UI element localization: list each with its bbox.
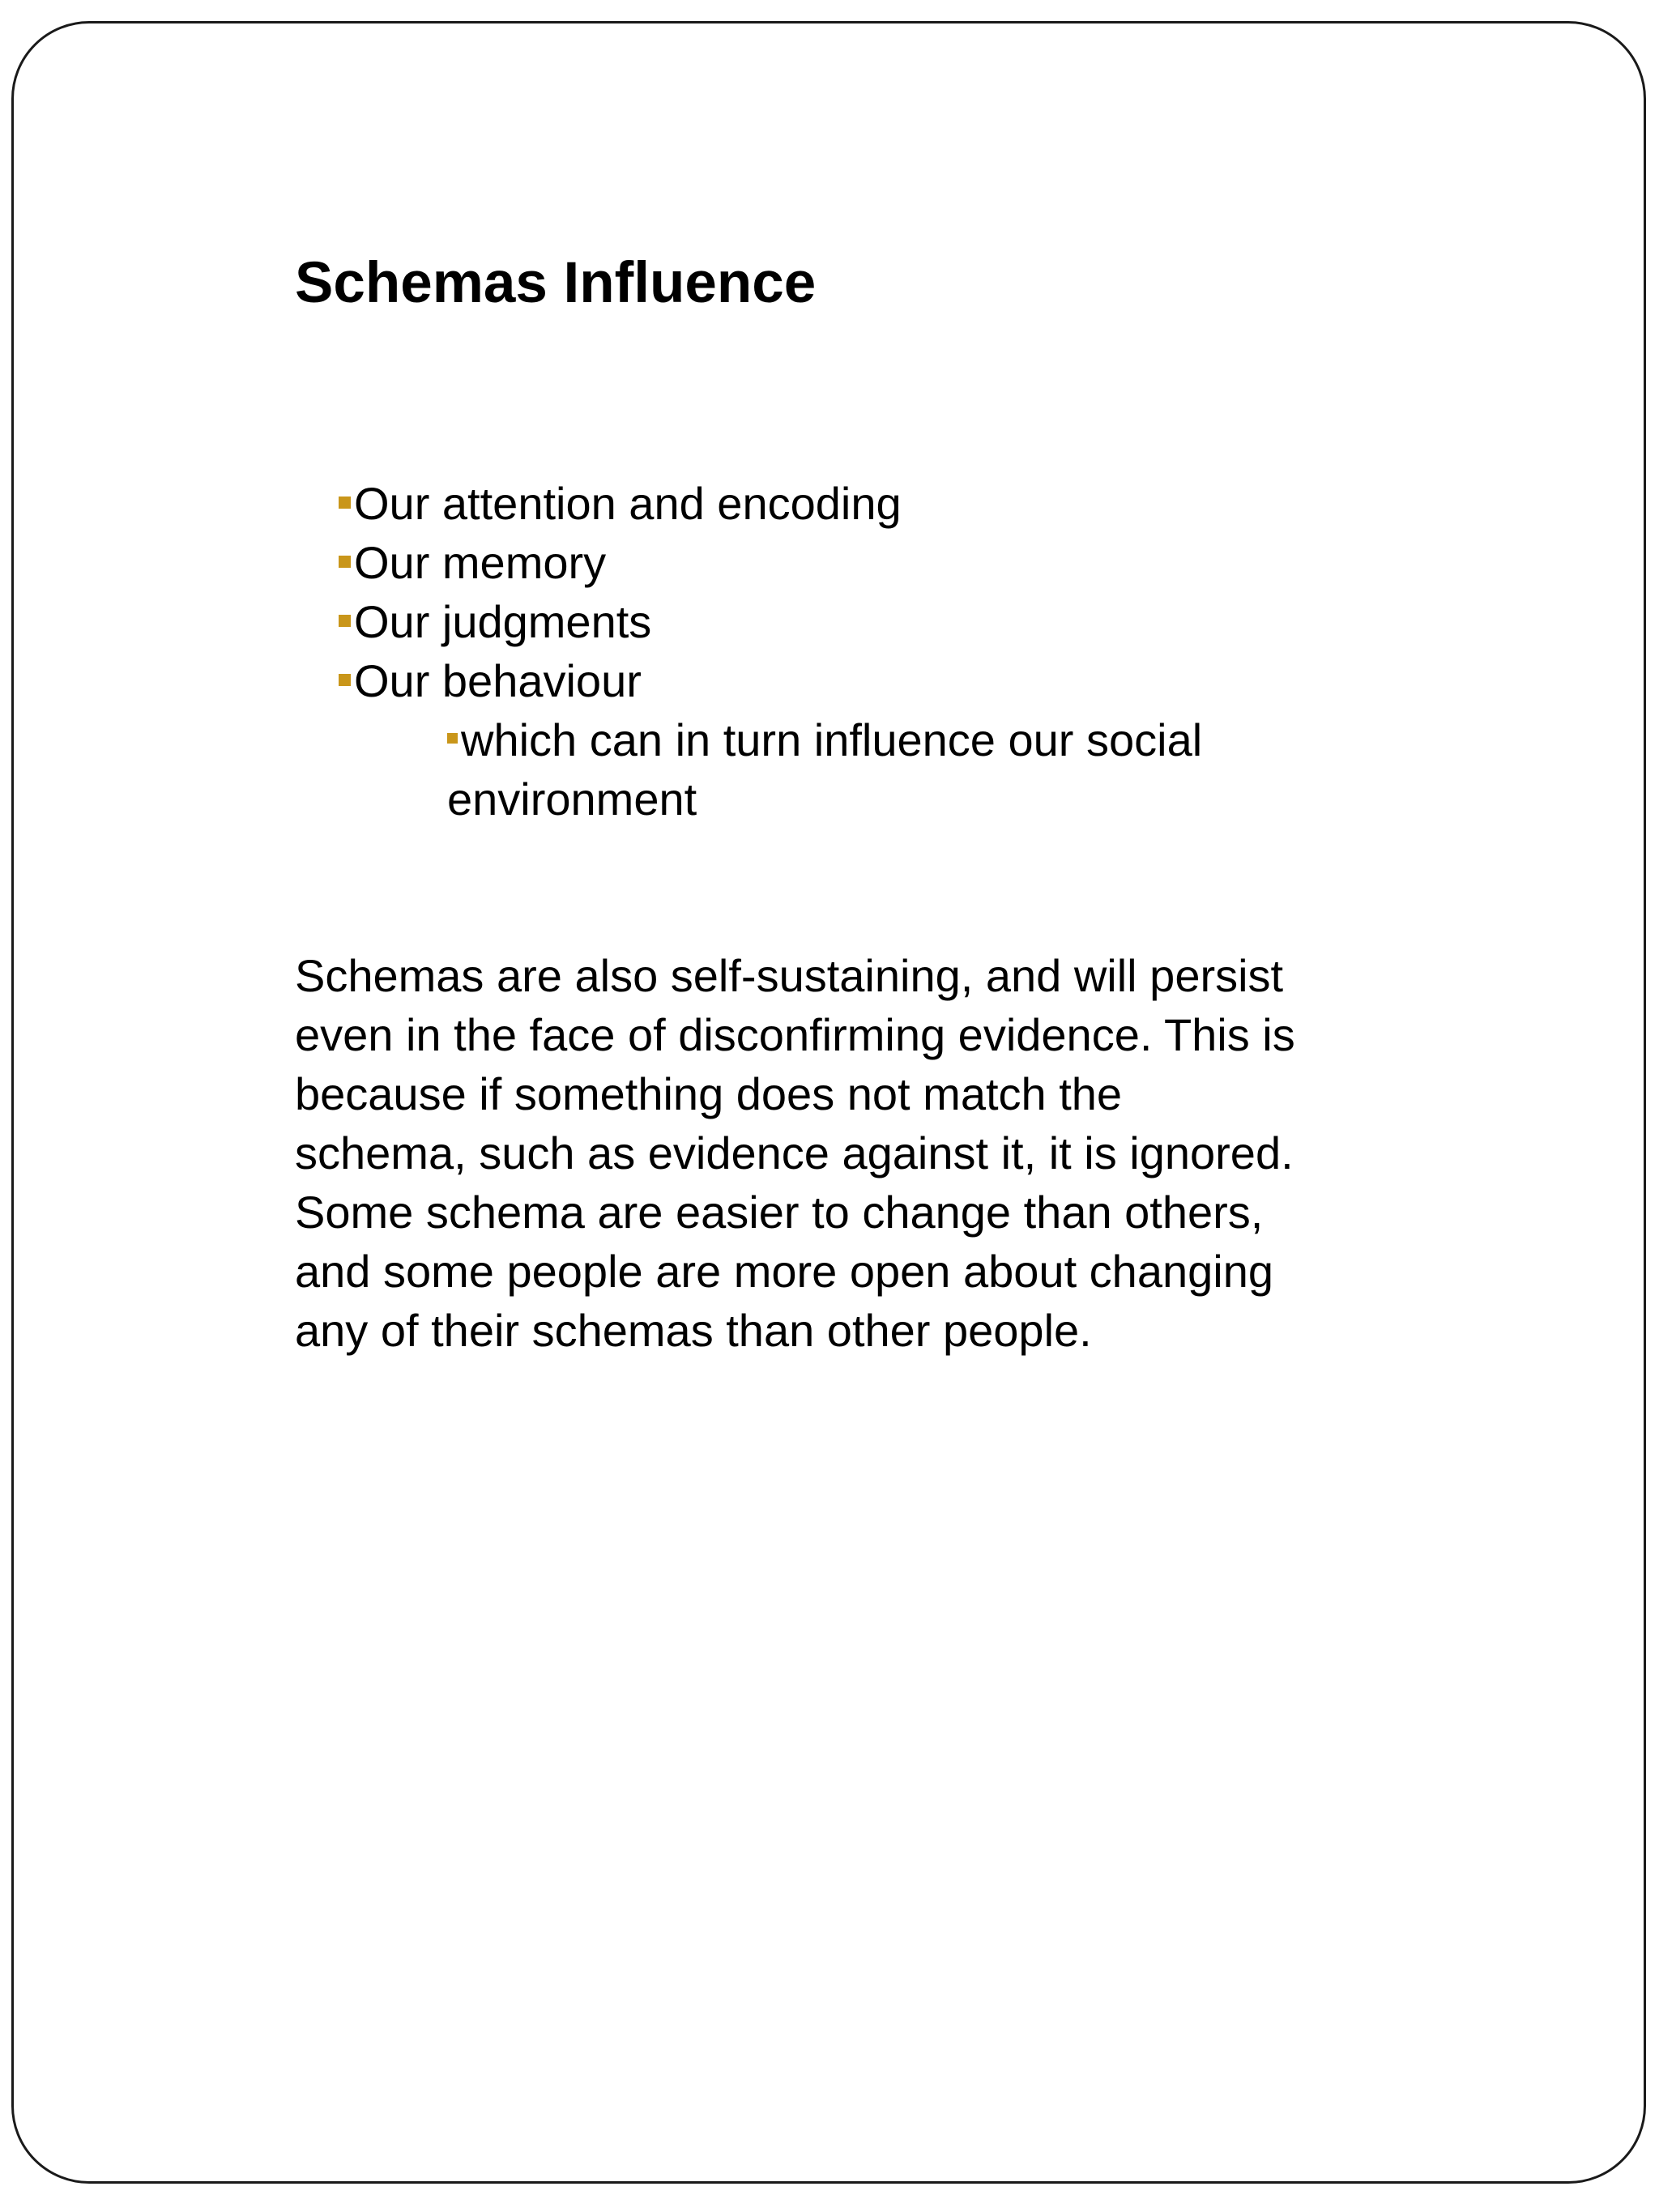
paragraph-line: schema, such as evidence against it, it is ignored. xyxy=(295,1127,1294,1178)
bullet-item-memory xyxy=(339,533,1408,592)
bullet-item-attention xyxy=(339,474,1408,533)
bullet-text: Our memory xyxy=(354,537,607,588)
body-paragraph xyxy=(295,946,1510,1360)
sub-bullet-text: which can in turn influence our social xyxy=(461,714,1203,765)
square-bullet-icon xyxy=(447,733,458,744)
paragraph-line: any of their schemas than other people. xyxy=(295,1305,1092,1356)
slide-title: Schemas Influence xyxy=(295,251,817,315)
square-bullet-icon xyxy=(339,615,351,627)
square-bullet-icon xyxy=(339,556,351,568)
bullet-item-judgments xyxy=(339,592,1408,651)
paragraph-line: because if something does not match the xyxy=(295,1068,1123,1119)
bullet-text: Our behaviour xyxy=(354,655,642,706)
sub-bullet-item xyxy=(447,710,1419,829)
square-bullet-icon xyxy=(339,497,351,509)
paragraph-line: Some schema are easier to change than others, xyxy=(295,1187,1264,1238)
sub-bullet-line xyxy=(447,710,1419,769)
paragraph-line: and some people are more open about changing xyxy=(295,1246,1273,1297)
bullet-text: Our judgments xyxy=(354,596,652,647)
sub-bullet-line: environment xyxy=(447,774,697,825)
square-bullet-icon xyxy=(339,674,351,686)
paragraph-line: even in the face of disconfirming evidence. This is xyxy=(295,1009,1295,1060)
bullet-list xyxy=(339,474,1408,710)
bullet-item-behaviour xyxy=(339,651,1408,710)
paragraph-line: Schemas are also self-sustaining, and will persist xyxy=(295,950,1284,1001)
bullet-text: Our attention and encoding xyxy=(354,478,902,529)
